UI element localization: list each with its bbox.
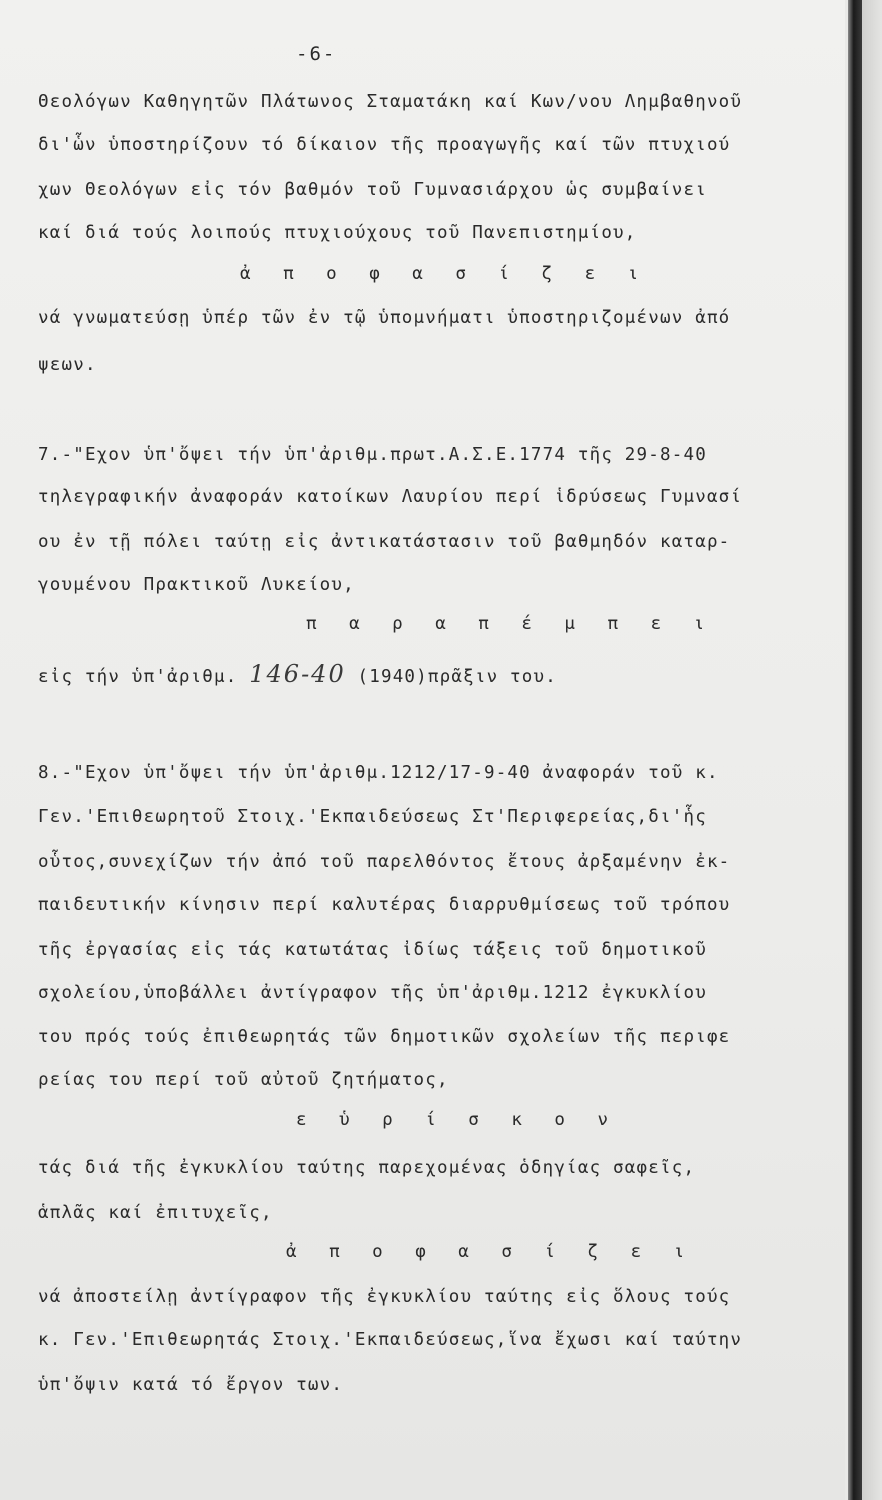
text-line: κ. Γεν.'Επιθεωρητάς Στοιχ.'Εκπαιδεύσεως,ἵνα ἔχωσι καί ταύτην bbox=[38, 1330, 743, 1350]
binding-edge bbox=[848, 0, 862, 1500]
text-line: σχολείου,ὑποβάλλει ἀντίγραφον τῆς ὑπ'ἀριθμ.1212 ἐγκυκλίου bbox=[38, 983, 707, 1003]
text-line: γουμένου Πρακτικοῦ Λυκείου, bbox=[38, 575, 355, 595]
page-margin-strip bbox=[862, 0, 882, 1500]
text-line: ἁπλᾶς καί ἐπιτυχεῖς, bbox=[38, 1203, 273, 1223]
decision-heading: ἀ π ο φ α σ ί ζ ε ι bbox=[286, 1242, 696, 1262]
text-line: Θεολόγων Καθηγητῶν Πλάτωνος Σταματάκη καί Κων/νου Λημβαθηνοῦ bbox=[38, 92, 743, 112]
text-line: νά ἀποστείλῃ ἀντίγραφον τῆς ἐγκυκλίου ταύτης εἰς ὅλους τούς bbox=[38, 1287, 731, 1307]
text-line: καί διά τούς λοιπούς πτυχιούχους τοῦ Πανεπιστημίου, bbox=[38, 223, 637, 243]
text-line: ου ἐν τῇ πόλει ταύτῃ εἰς ἀντικατάστασιν τοῦ βαθμηδόν καταρ- bbox=[38, 532, 731, 552]
text-line: τηλεγραφικήν ἀναφοράν κατοίκων Λαυρίου περί ἱδρύσεως Γυμνασί bbox=[38, 487, 743, 507]
text-line: τῆς ἐργασίας εἰς τάς κατωτάτας ἰδίως τάξεις τοῦ δημοτικοῦ bbox=[38, 940, 707, 960]
text-line: χων Θεολόγων εἰς τόν βαθμόν τοῦ Γυμνασιάρχου ὡς συμβαίνει bbox=[38, 180, 707, 200]
text-line: οὗτος,συνεχίζων τήν ἀπό τοῦ παρελθόντος ἔτους ἀρξαμένην ἐκ- bbox=[38, 852, 731, 872]
reference-suffix: (1940)πρᾶξιν του. bbox=[357, 667, 557, 687]
handwritten-number: 146-40 bbox=[249, 660, 346, 688]
finding-heading: ε ὑ ρ ί σ κ ο ν bbox=[296, 1110, 620, 1130]
text-line: 7.-"Εχον ὑπ'ὄψει τήν ὑπ'ἀριθμ.πρωτ.Α.Σ.Ε.1774 τῆς 29-8-40 bbox=[38, 445, 707, 465]
text-line: ρείας του περί τοῦ αὐτοῦ ζητήματος, bbox=[38, 1070, 449, 1090]
page-number: -6- bbox=[296, 43, 337, 65]
text-line: τάς διά τῆς ἐγκυκλίου ταύτης παρεχομένας ὁδηγίας σαφεῖς, bbox=[38, 1158, 696, 1178]
text-line: νά γνωματεύσῃ ὑπέρ τῶν ἐν τῷ ὑπομνήματι ὑποστηριζομένων ἀπό bbox=[38, 308, 731, 328]
text-line: 8.-"Εχον ὑπ'ὄψει τήν ὑπ'ἀριθμ.1212/17-9-40 ἀναφοράν τοῦ κ. bbox=[38, 763, 719, 783]
text-line: ὑπ'ὄψιν κατά τό ἔργον των. bbox=[38, 1375, 344, 1395]
text-line: δι'ὧν ὑποστηρίζουν τό δίκαιον τῆς προαγωγῆς καί τῶν πτυχιού bbox=[38, 135, 731, 155]
text-line: Γεν.'Επιθεωρητοῦ Στοιχ.'Εκπαιδεύσεως Στ'Περιφερείας,δι'ἧς bbox=[38, 807, 707, 827]
decision-heading: π α ρ α π έ μ π ε ι bbox=[306, 614, 716, 634]
text-line: ψεων. bbox=[38, 355, 97, 375]
text-line: παιδευτικήν κίνησιν περί καλυτέρας διαρρυθμίσεως τοῦ τρόπου bbox=[38, 895, 731, 915]
text-line bbox=[38, 660, 557, 688]
decision-heading: ἀ π ο φ α σ ί ζ ε ι bbox=[240, 264, 650, 284]
reference-prefix: εἰς τήν ὑπ'ἀριθμ. bbox=[38, 667, 238, 687]
text-line: του πρός τούς ἐπιθεωρητάς τῶν δημοτικῶν σχολείων τῆς περιφε bbox=[38, 1027, 731, 1047]
